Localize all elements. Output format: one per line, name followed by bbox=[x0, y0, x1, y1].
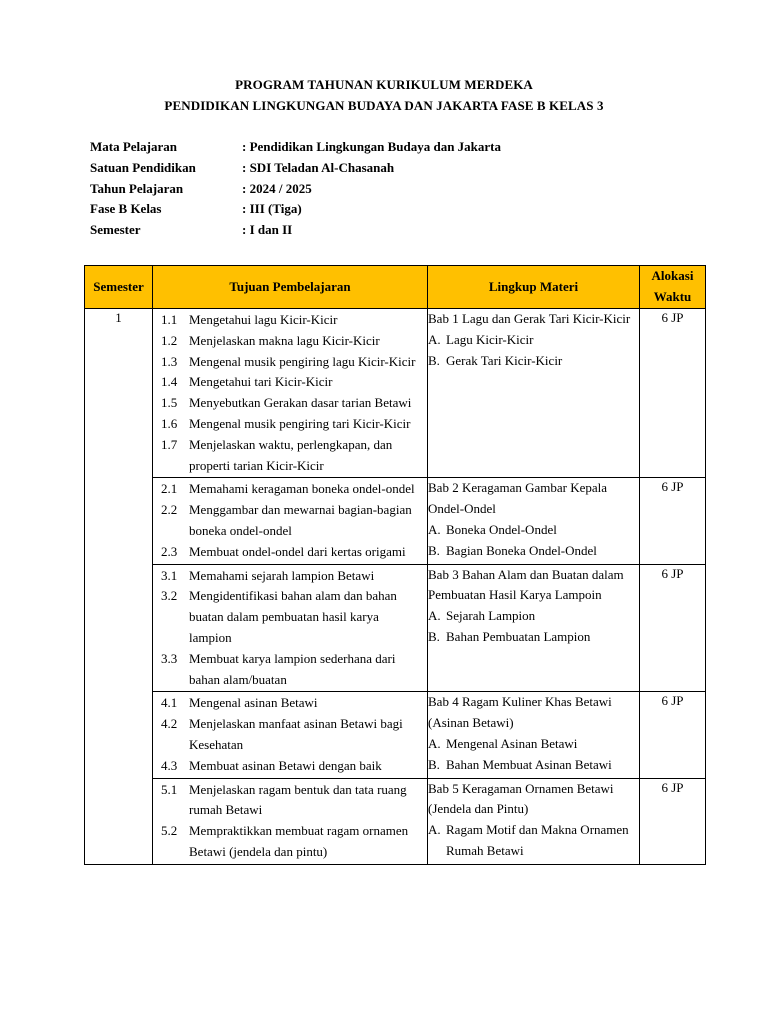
item-text: Mengidentifikasi bahan alam dan bahan buatan dalam pembuatan hasil karya lampion bbox=[189, 588, 397, 645]
list-item bbox=[161, 310, 423, 331]
alokasi-cell: 6 JP bbox=[640, 309, 706, 478]
sub-letter: A. bbox=[428, 331, 441, 347]
list-item bbox=[161, 542, 423, 563]
info-value: : 2024 / 2025 bbox=[242, 180, 312, 196]
lingkup-cell bbox=[428, 778, 640, 864]
item-text: Mengenal musik pengiring lagu Kicir-Kicir bbox=[189, 353, 416, 369]
info-label: Tahun Pelajaran bbox=[90, 180, 184, 196]
item-number: 3.2 bbox=[161, 588, 178, 604]
item-text: Menggambar dan mewarnai bagian-bagian boneka ondel-ondel bbox=[189, 502, 412, 538]
item-text: Mengetahui tari Kicir-Kicir bbox=[189, 374, 333, 390]
sub-item bbox=[428, 627, 639, 648]
sub-letter: A. bbox=[428, 822, 441, 838]
info-label: Satuan Pendidikan bbox=[90, 159, 196, 175]
item-text: Membuat asinan Betawi dengan baik bbox=[189, 757, 382, 773]
lingkup-cell bbox=[428, 564, 640, 692]
document-title: PROGRAM TAHUNAN KURIKULUM MERDEKA bbox=[235, 77, 533, 92]
sub-item bbox=[428, 541, 639, 562]
item-text: Mengenal musik pengiring tari Kicir-Kicir bbox=[189, 415, 411, 431]
header-semester: Semester bbox=[85, 266, 153, 309]
list-item bbox=[161, 693, 423, 714]
item-number: 4.3 bbox=[161, 757, 178, 773]
sub-text: Ragam Motif dan Makna Ornamen Rumah Betawi bbox=[446, 822, 629, 858]
semester-cell: 1 bbox=[85, 309, 153, 865]
info-row-semester bbox=[90, 222, 501, 243]
sub-letter: A. bbox=[428, 608, 441, 624]
item-number: 5.1 bbox=[161, 781, 178, 797]
sub-text: Gerak Tari Kicir-Kicir bbox=[446, 352, 563, 368]
tujuan-cell bbox=[153, 692, 428, 778]
sub-text: Lagu Kicir-Kicir bbox=[446, 331, 534, 347]
item-number: 1.3 bbox=[161, 353, 178, 369]
item-number: 2.3 bbox=[161, 543, 178, 559]
item-text: Memahami sejarah lampion Betawi bbox=[189, 567, 375, 583]
sub-text: Sejarah Lampion bbox=[446, 608, 536, 624]
item-text: Mengetahui lagu Kicir-Kicir bbox=[189, 312, 338, 327]
list-item bbox=[161, 780, 423, 822]
sub-letter: B. bbox=[428, 352, 440, 368]
list-item bbox=[161, 566, 423, 587]
info-row-mata-pelajaran bbox=[90, 139, 501, 160]
item-text: Membuat karya lampion sederhana dari bahan alam/buatan bbox=[189, 650, 396, 687]
identity-block bbox=[90, 139, 501, 243]
item-text: Menyebutkan Gerakan dasar tarian Betawi bbox=[189, 395, 412, 411]
info-label: Semester bbox=[90, 222, 141, 238]
tujuan-cell bbox=[153, 778, 428, 864]
table-body bbox=[85, 309, 706, 865]
sub-item bbox=[428, 606, 639, 627]
item-text: Memahami keragaman boneka ondel-ondel bbox=[189, 481, 415, 497]
item-number: 3.3 bbox=[161, 650, 178, 666]
list-item bbox=[161, 586, 423, 648]
item-text: Menjelaskan ragam bentuk dan tata ruang rumah Betawi bbox=[189, 781, 407, 818]
sub-letter: B. bbox=[428, 542, 440, 558]
sub-letter: A. bbox=[428, 521, 441, 537]
list-item bbox=[161, 756, 423, 777]
lingkup-cell bbox=[428, 692, 640, 778]
alokasi-cell: 6 JP bbox=[640, 778, 706, 864]
bab-title: Bab 1 Lagu dan Gerak Tari Kicir-Kicir bbox=[428, 311, 631, 326]
sub-item bbox=[428, 755, 639, 776]
sub-text: Bahan Membuat Asinan Betawi bbox=[446, 756, 612, 772]
tujuan-cell bbox=[153, 309, 428, 478]
item-number: 1.1 bbox=[161, 312, 178, 327]
header-lingkup-materi: Lingkup Materi bbox=[428, 266, 640, 309]
info-label: Mata Pelajaran bbox=[90, 139, 178, 154]
list-item bbox=[161, 372, 423, 393]
sub-text: Bagian Boneka Ondel-Ondel bbox=[446, 542, 597, 558]
list-item bbox=[161, 393, 423, 414]
annual-program-table bbox=[84, 265, 706, 865]
item-text: Mengenal asinan Betawi bbox=[189, 695, 318, 711]
sub-item bbox=[428, 734, 639, 755]
item-number: 1.2 bbox=[161, 332, 178, 348]
list-item bbox=[161, 331, 423, 352]
item-number: 1.5 bbox=[161, 395, 178, 411]
item-number: 1.4 bbox=[161, 374, 178, 390]
table-row bbox=[85, 478, 706, 564]
sub-text: Bahan Pembuatan Lampion bbox=[446, 628, 591, 644]
list-item bbox=[161, 714, 423, 756]
list-item bbox=[161, 821, 423, 863]
sub-text: Boneka Ondel-Ondel bbox=[446, 521, 557, 537]
document-subtitle: PENDIDIKAN LINGKUNGAN BUDAYA DAN JAKARTA FASE B KELAS 3 bbox=[164, 98, 604, 113]
sub-item bbox=[428, 520, 639, 541]
item-text: Menjelaskan makna lagu Kicir-Kicir bbox=[189, 332, 380, 348]
alokasi-cell: 6 JP bbox=[640, 478, 706, 564]
info-value: : III (Tiga) bbox=[242, 201, 302, 217]
bab-title: Bab 3 Bahan Alam dan Buatan dalam Pembuatan Hasil Karya Lampoin bbox=[428, 566, 624, 603]
list-item bbox=[161, 479, 423, 500]
sub-item bbox=[428, 820, 639, 862]
info-label: Fase B Kelas bbox=[90, 201, 162, 217]
header-alokasi-waktu: Alokasi Waktu bbox=[640, 266, 706, 309]
lingkup-cell bbox=[428, 309, 640, 478]
item-number: 4.1 bbox=[161, 695, 178, 711]
alokasi-cell: 6 JP bbox=[640, 692, 706, 778]
item-number: 2.1 bbox=[161, 481, 178, 497]
list-item bbox=[161, 352, 423, 373]
list-item bbox=[161, 414, 423, 435]
lingkup-cell bbox=[428, 478, 640, 564]
tujuan-cell bbox=[153, 478, 428, 564]
list-item bbox=[161, 500, 423, 542]
info-value: : I dan II bbox=[242, 222, 293, 238]
list-item bbox=[161, 649, 423, 691]
item-number: 2.2 bbox=[161, 502, 178, 518]
item-text: Menjelaskan manfaat asinan Betawi bagi Kesehatan bbox=[189, 716, 403, 752]
item-number: 3.1 bbox=[161, 567, 178, 583]
table-row bbox=[85, 692, 706, 778]
sub-letter: B. bbox=[428, 756, 440, 772]
sub-letter: A. bbox=[428, 735, 441, 751]
item-number: 5.2 bbox=[161, 823, 178, 839]
sub-item bbox=[428, 330, 639, 351]
bab-title: Bab 5 Keragaman Ornamen Betawi (Jendela dan Pintu) bbox=[428, 780, 614, 817]
item-number: 4.2 bbox=[161, 716, 178, 732]
info-value: : SDI Teladan Al-Chasanah bbox=[242, 159, 395, 175]
item-text: Mempraktikkan membuat ragam ornamen Betawi (jendela dan pintu) bbox=[189, 823, 409, 859]
item-text: Menjelaskan waktu, perlengkapan, dan properti tarian Kicir-Kicir bbox=[189, 436, 393, 473]
table-row bbox=[85, 309, 706, 478]
info-value: : Pendidikan Lingkungan Budaya dan Jakarta bbox=[242, 139, 502, 154]
list-item bbox=[161, 435, 423, 477]
info-row-tahun-pelajaran bbox=[90, 181, 501, 202]
table-header-row bbox=[85, 266, 706, 309]
sub-text: Mengenal Asinan Betawi bbox=[446, 735, 578, 751]
item-text: Membuat ondel-ondel dari kertas origami bbox=[189, 543, 406, 559]
table-row bbox=[85, 778, 706, 864]
table-row bbox=[85, 564, 706, 692]
info-row-satuan-pendidikan bbox=[90, 160, 501, 181]
bab-title: Bab 4 Ragam Kuliner Khas Betawi (Asinan Betawi) bbox=[428, 694, 612, 731]
item-number: 1.6 bbox=[161, 415, 178, 431]
alokasi-cell: 6 JP bbox=[640, 564, 706, 692]
info-row-fase-kelas bbox=[90, 201, 501, 222]
header-tujuan-pembelajaran: Tujuan Pembelajaran bbox=[153, 266, 428, 309]
tujuan-cell bbox=[153, 564, 428, 692]
item-number: 1.7 bbox=[161, 436, 178, 452]
sub-item bbox=[428, 351, 639, 372]
bab-title: Bab 2 Keragaman Gambar Kepala Ondel-Ondel bbox=[428, 480, 608, 517]
sub-letter: B. bbox=[428, 628, 440, 644]
